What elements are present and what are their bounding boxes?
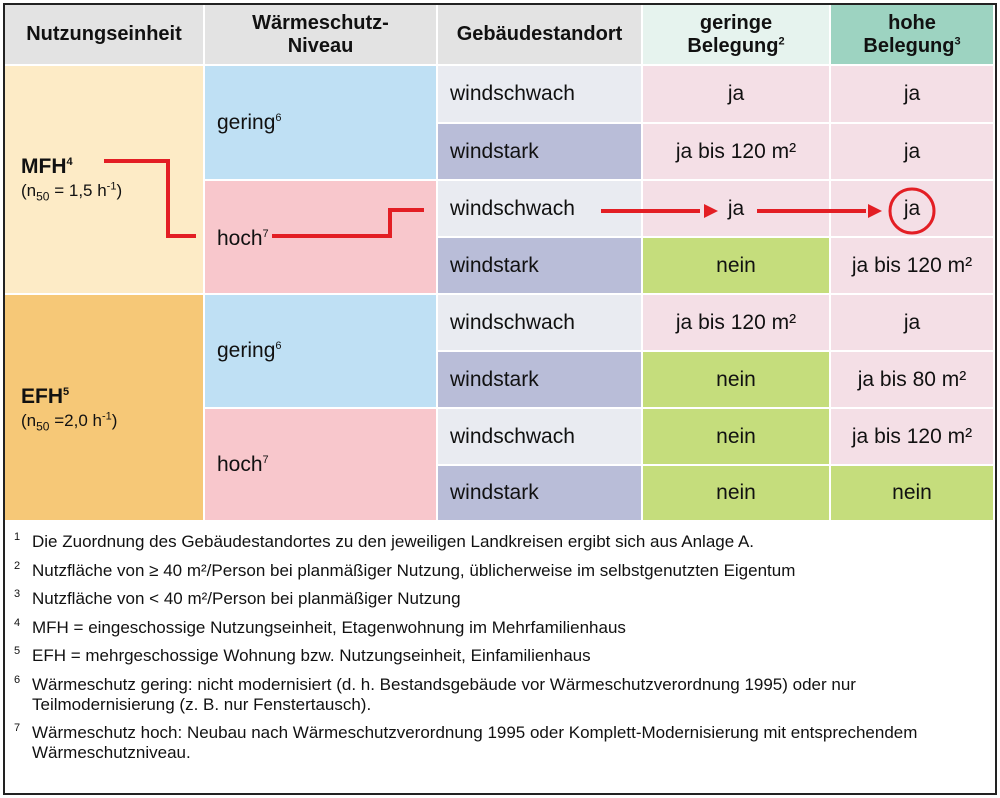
result-geringe: nein [643, 352, 831, 409]
level-label: hoch [217, 227, 263, 250]
result-hohe-highlighted: ja [831, 181, 995, 238]
site-cell: windschwach [438, 66, 643, 124]
result-hohe: ja [831, 66, 995, 124]
result-geringe: ja [643, 66, 831, 124]
header-waermeschutz-line1: Wärmeschutz- [252, 11, 389, 34]
site-cell: windstark [438, 238, 643, 295]
header-geringe-line2: Belegung [687, 34, 779, 57]
level-mfh-hoch [205, 181, 438, 295]
footnote-item: 2 Nutzfläche von ≥ 40 m²/Person bei planmäßiger Nutzung, üblicherweise im selbstgenutzten Eigentum [14, 559, 796, 580]
header-hohe-line1: hohe [888, 11, 936, 34]
header-hohe-belegung [831, 5, 995, 66]
header-waermeschutz-line2: Niveau [287, 34, 354, 57]
result-geringe: ja [643, 181, 831, 238]
site-cell: windstark [438, 124, 643, 181]
header-nutzungseinheit [5, 5, 205, 66]
footnote-item: 5 EFH = mehrgeschossige Wohnung bzw. Nutzungseinheit, Einfamilienhaus [14, 645, 591, 665]
footnote-item: 1 Die Zuordnung des Gebäudestandortes zu den jeweiligen Landkreisen ergibt sich aus Anlage A. [14, 531, 755, 551]
site-cell: windschwach [438, 295, 643, 352]
level-mfh-gering [205, 66, 438, 181]
level-efh-hoch [205, 409, 438, 522]
result-hohe: ja bis 80 m² [831, 352, 995, 409]
footnote-item: 3 Nutzfläche von < 40 m²/Person bei planmäßiger Nutzung [14, 588, 461, 608]
header-geringe-belegung [643, 5, 831, 66]
level-efh-gering [205, 295, 438, 409]
unit-mfh-name: MFH [21, 154, 67, 178]
footnote-item: 6 Wärmeschutz gering: nicht modernisiert (d. h. Bestandsgebäude vor Wärmeschutzverordnung 1995) oder nur Teilmodernisierung (z. B. nur Fenstertausch). [14, 673, 856, 714]
unit-mfh-n50: ($n_{50} = 1,5$ $h^{-1}$) [21, 179, 123, 203]
site-cell: windstark [438, 466, 643, 522]
unit-efh [5, 295, 205, 522]
footnote-ref-3: 3 [954, 34, 961, 47]
result-hohe: ja bis 120 m² [831, 409, 995, 466]
footnote-ref-6: 6 [275, 111, 282, 124]
result-geringe: nein [643, 409, 831, 466]
header-geringe-line1: geringe [699, 11, 773, 34]
footnote-ref-6: 6 [275, 340, 282, 352]
result-hohe: ja [831, 124, 995, 181]
unit-mfh [5, 66, 205, 295]
level-label: gering [217, 110, 276, 134]
header-standort-label: Gebäudestandort [456, 23, 623, 45]
header-nutzungseinheit-label: Nutzungseinheit [26, 23, 182, 45]
result-hohe: nein [831, 466, 995, 522]
unit-efh-n50: ($n_{50} =2,0$ $h^{-1}$) [21, 409, 118, 433]
footnote-ref-7: 7 [262, 453, 269, 466]
site-cell: windschwach [438, 181, 643, 238]
result-geringe: nein [643, 238, 831, 295]
result-geringe: nein [643, 466, 831, 522]
result-hohe: ja [831, 295, 995, 352]
unit-efh-name: EFH [21, 384, 63, 408]
footnote-item: 7 Wärmeschutz hoch: Neubau nach Wärmeschutzverordnung 1995 oder Komplett-Modernisierung mit entsprechendem Wärmeschutzniveau. [14, 722, 918, 762]
level-label: gering [217, 339, 276, 362]
header-hohe-line2: Belegung [863, 34, 955, 57]
footnote-ref-2: 2 [778, 34, 785, 47]
site-cell: windschwach [438, 409, 643, 466]
footnote-ref-4: 4 [66, 155, 73, 168]
site-cell: windstark [438, 352, 643, 409]
result-geringe: ja bis 120 m² [643, 124, 831, 181]
result-hohe: ja bis 120 m² [831, 238, 995, 295]
header-waermeschutz [205, 5, 438, 66]
level-label: hoch [217, 452, 263, 476]
result-geringe: ja bis 120 m² [643, 295, 831, 352]
footnote-item: 4 MFH = eingeschossige Nutzungseinheit, Etagenwohnung im Mehrfamilienhaus [14, 616, 626, 637]
header-standort [438, 5, 643, 66]
footnote-ref-5: 5 [63, 385, 70, 398]
footnotes [14, 532, 984, 772]
footnote-ref-7: 7 [262, 228, 269, 240]
